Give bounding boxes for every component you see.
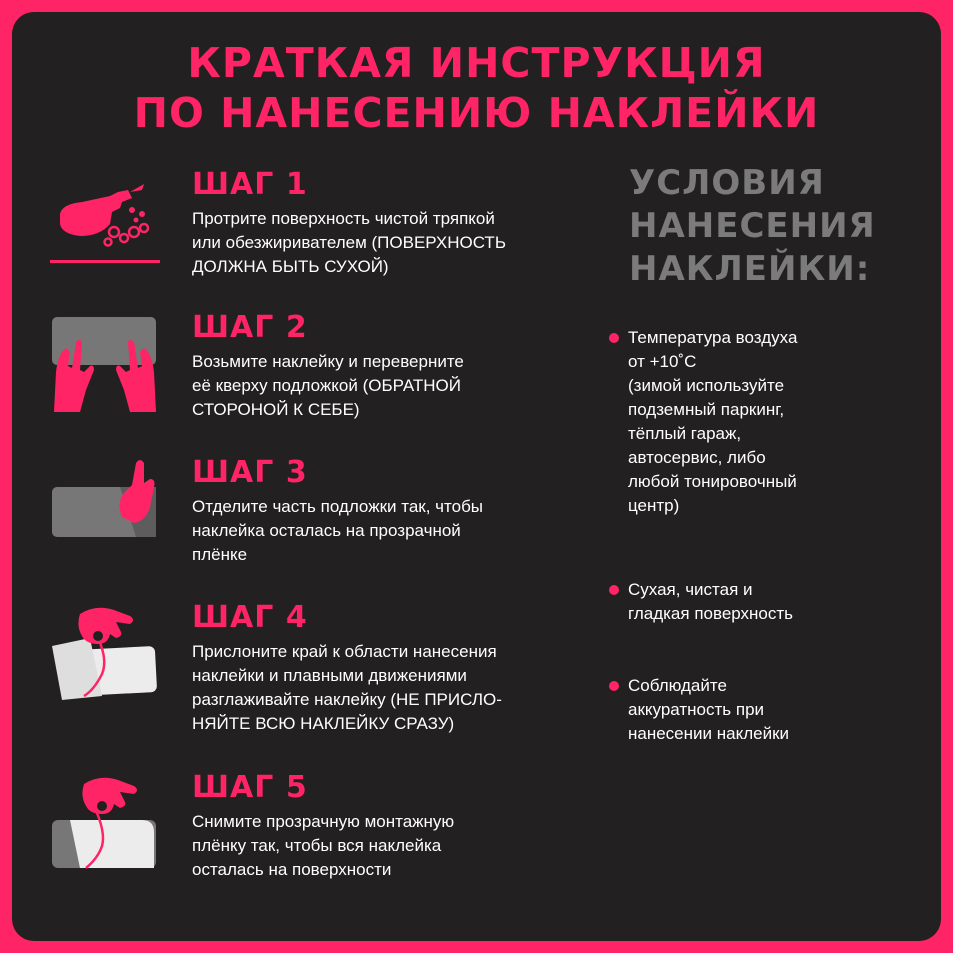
step-text-line: или обезжиривателем (ПОВЕРХНОСТЬ <box>192 233 506 252</box>
step-text-line: наклейка осталась на прозрачной <box>192 521 461 540</box>
step-title: ШАГ 2 <box>192 310 308 345</box>
step-text-line: её кверху подложкой (ОБРАТНОЙ <box>192 376 461 395</box>
step-5 <box>12 770 612 900</box>
bullet-dot-icon <box>609 333 619 343</box>
condition-text-line: Температура воздуха <box>628 328 798 347</box>
condition-surface <box>609 578 929 628</box>
step-text-line: Прислоните край к области нанесения <box>192 642 497 661</box>
step-1 <box>12 167 612 297</box>
step-text-line: Отделите часть подложки так, чтобы <box>192 497 484 516</box>
conditions-heading-line: НАНЕСЕНИЯ <box>629 206 876 246</box>
condition-text-line: (зимой используйте <box>628 376 785 395</box>
condition-text-line: аккуратность при <box>628 700 765 719</box>
condition-text-line: нанесении наклейки <box>628 724 790 743</box>
step-description <box>192 207 612 279</box>
step-2 <box>12 310 612 440</box>
condition-text-line: любой тонировочный <box>628 472 797 491</box>
step-description <box>192 350 612 422</box>
bullet-dot-icon <box>609 585 619 595</box>
step-title: ШАГ 4 <box>192 600 308 635</box>
step-text-line: наклейки и плавными движениями <box>192 666 467 685</box>
hands-holding-sticker-icon <box>50 312 160 412</box>
condition-text-line: гладкая поверхность <box>628 604 794 623</box>
condition-accuracy <box>609 674 929 749</box>
step-title: ШАГ 3 <box>192 455 308 490</box>
step-4 <box>12 600 612 750</box>
conditions-heading <box>629 162 876 291</box>
step-text-line: ДОЛЖНА БЫТЬ СУХОЙ) <box>192 257 389 276</box>
condition-text-line: тёплый гараж, <box>628 424 742 443</box>
step-title: ШАГ 5 <box>192 770 308 805</box>
step-description <box>192 810 612 882</box>
conditions-heading-line: УСЛОВИЯ <box>629 163 825 203</box>
condition-text-line: Сухая, чистая и <box>628 580 753 599</box>
step-description <box>192 495 612 567</box>
spray-bottle-icon <box>50 172 160 272</box>
hand-peeling-backing-icon <box>50 457 160 557</box>
step-text-line: Возьмите наклейку и переверните <box>192 352 464 371</box>
step-description <box>192 640 612 736</box>
hand-removing-film-icon <box>50 776 160 876</box>
page-title-line: ПО НАНЕСЕНИЮ НАКЛЕЙКИ <box>133 89 820 137</box>
hand-applying-sticker-icon <box>50 600 160 700</box>
step-text-line: Снимите прозрачную монтажную <box>192 812 455 831</box>
condition-text-line: автосервис, либо <box>628 448 766 467</box>
condition-text-line: подземный паркинг, <box>628 400 785 419</box>
condition-text-line: центр) <box>628 496 680 515</box>
condition-text-line: от +10˚С <box>628 352 697 371</box>
condition-text-line: Соблюдайте <box>628 676 727 695</box>
instruction-card <box>12 12 941 941</box>
page-title <box>12 38 941 138</box>
step-text-line: НЯЙТЕ ВСЮ НАКЛЕЙКУ СРАЗУ) <box>192 714 455 733</box>
step-text-line: Протрите поверхность чистой тряпкой <box>192 209 495 228</box>
bullet-dot-icon <box>609 681 619 691</box>
step-text-line: СТОРОНОЙ К СЕБЕ) <box>192 400 360 419</box>
step-text-line: разглаживайте наклейку (НЕ ПРИСЛО- <box>192 690 502 709</box>
step-title: ШАГ 1 <box>192 167 308 202</box>
condition-temperature <box>609 326 929 526</box>
step-3 <box>12 455 612 585</box>
step-text-line: плёнке <box>192 545 248 564</box>
step-text-line: плёнку так, чтобы вся наклейка <box>192 836 442 855</box>
conditions-heading-line: НАКЛЕЙКИ: <box>629 249 871 289</box>
page-title-line: КРАТКАЯ ИНСТРУКЦИЯ <box>187 39 766 87</box>
step-text-line: осталась на поверхности <box>192 860 392 879</box>
